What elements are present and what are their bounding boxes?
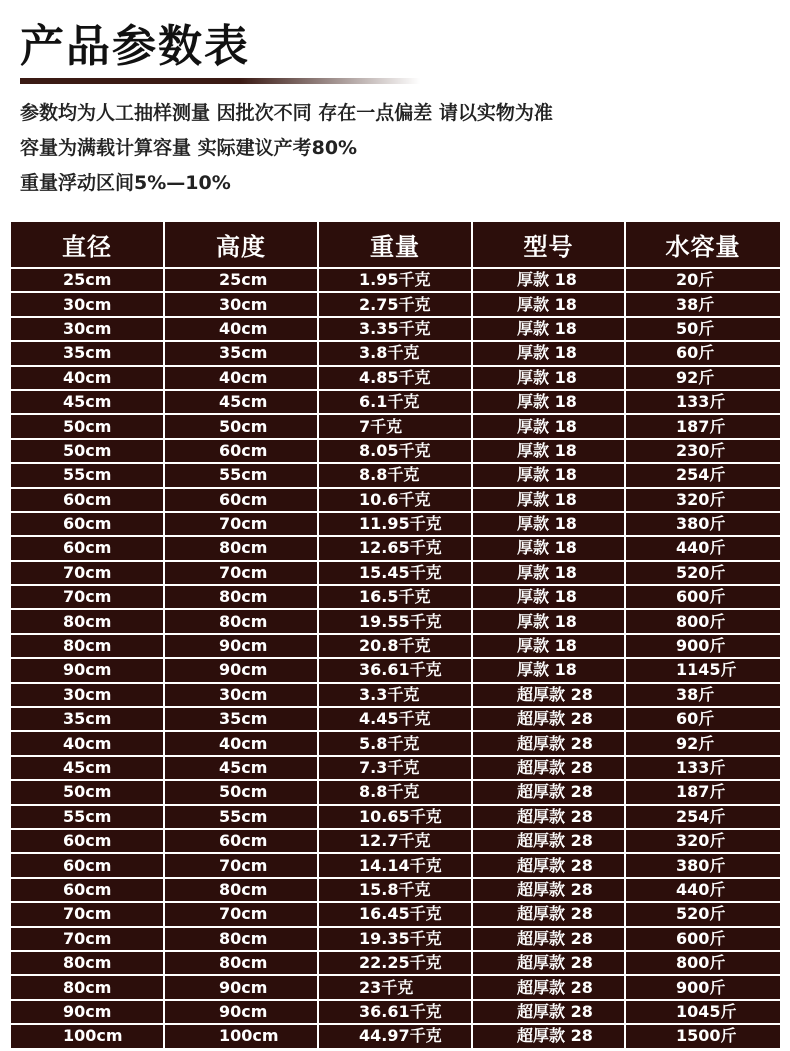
cell-model: 超厚款 28 [473,903,626,927]
cell-diameter: 80cm [11,610,165,634]
cell-water-capacity: 133斤 [626,391,780,415]
cell-weight: 15.45千克 [319,562,473,586]
cell-water-capacity: 254斤 [626,806,780,830]
cell-model: 超厚款 28 [473,830,626,854]
cell-water-capacity: 520斤 [626,903,780,927]
title-underline [20,78,420,84]
cell-height: 100cm [165,1025,319,1049]
cell-height: 40cm [165,367,319,391]
table-row [11,952,780,976]
cell-diameter: 60cm [11,879,165,903]
cell-height: 45cm [165,757,319,781]
cell-model: 超厚款 28 [473,952,626,976]
cell-water-capacity: 320斤 [626,830,780,854]
table-row [11,586,780,610]
table-row [11,635,780,659]
cell-model: 厚款 18 [473,586,626,610]
cell-model: 厚款 18 [473,659,626,683]
cell-weight: 11.95千克 [319,513,473,537]
cell-model: 超厚款 28 [473,928,626,952]
cell-height: 70cm [165,854,319,878]
cell-model: 厚款 18 [473,489,626,513]
cell-water-capacity: 380斤 [626,513,780,537]
cell-height: 25cm [165,269,319,293]
table-body [11,269,780,1050]
table-row [11,976,780,1000]
cell-height: 70cm [165,513,319,537]
cell-weight: 3.35千克 [319,318,473,342]
cell-weight: 36.61千克 [319,659,473,683]
cell-diameter: 50cm [11,440,165,464]
cell-weight: 4.85千克 [319,367,473,391]
cell-model: 超厚款 28 [473,684,626,708]
cell-weight: 19.35千克 [319,928,473,952]
cell-height: 40cm [165,318,319,342]
cell-weight: 1.95千克 [319,269,473,293]
cell-water-capacity: 440斤 [626,537,780,561]
cell-weight: 44.97千克 [319,1025,473,1049]
cell-model: 厚款 18 [473,562,626,586]
table-row [11,269,780,293]
cell-weight: 36.61千克 [319,1001,473,1025]
cell-height: 35cm [165,342,319,366]
table-row [11,903,780,927]
cell-model: 厚款 18 [473,440,626,464]
cell-diameter: 35cm [11,708,165,732]
cell-diameter: 70cm [11,562,165,586]
cell-weight: 7.3千克 [319,757,473,781]
cell-water-capacity: 1500斤 [626,1025,780,1049]
cell-water-capacity: 60斤 [626,342,780,366]
cell-height: 90cm [165,659,319,683]
cell-model: 厚款 18 [473,635,626,659]
table-row [11,757,780,781]
cell-weight: 16.5千克 [319,586,473,610]
notes [20,96,553,201]
table-row [11,293,780,317]
note-line: 参数均为人工抽样测量 因批次不同 存在一点偏差 请以实物为准 [20,102,553,124]
cell-model: 超厚款 28 [473,732,626,756]
table-row [11,708,780,732]
table-row [11,659,780,683]
cell-weight: 12.7千克 [319,830,473,854]
cell-diameter: 80cm [11,976,165,1000]
cell-diameter: 60cm [11,854,165,878]
table-row [11,806,780,830]
cell-height: 70cm [165,562,319,586]
cell-model: 超厚款 28 [473,976,626,1000]
cell-height: 35cm [165,708,319,732]
cell-diameter: 60cm [11,830,165,854]
table-row [11,1025,780,1049]
cell-diameter: 25cm [11,269,165,293]
cell-diameter: 40cm [11,732,165,756]
cell-water-capacity: 60斤 [626,708,780,732]
note-line: 重量浮动区间5%—10% [20,172,231,194]
cell-weight: 7千克 [319,415,473,439]
cell-diameter: 90cm [11,1001,165,1025]
table-row [11,928,780,952]
table-row [11,1001,780,1025]
cell-model: 厚款 18 [473,342,626,366]
cell-diameter: 60cm [11,537,165,561]
table-row [11,781,780,805]
cell-weight: 5.8千克 [319,732,473,756]
header-model: 型号 [473,222,626,269]
cell-height: 80cm [165,928,319,952]
parameter-table [11,222,780,1050]
cell-water-capacity: 520斤 [626,562,780,586]
cell-diameter: 50cm [11,781,165,805]
table-row [11,732,780,756]
cell-diameter: 45cm [11,757,165,781]
note-line: 容量为满载计算容量 实际建议产考80% [20,137,358,159]
cell-model: 超厚款 28 [473,708,626,732]
cell-water-capacity: 320斤 [626,489,780,513]
table-header-row [11,222,780,269]
table-row [11,684,780,708]
cell-weight: 3.3千克 [319,684,473,708]
cell-diameter: 30cm [11,318,165,342]
cell-water-capacity: 38斤 [626,684,780,708]
page-title: 产品参数表 [20,21,250,72]
table-row [11,391,780,415]
cell-diameter: 30cm [11,293,165,317]
cell-water-capacity: 92斤 [626,732,780,756]
cell-model: 厚款 18 [473,269,626,293]
cell-model: 厚款 18 [473,293,626,317]
cell-diameter: 70cm [11,928,165,952]
header-water-capacity: 水容量 [626,222,780,269]
cell-height: 30cm [165,684,319,708]
cell-water-capacity: 440斤 [626,879,780,903]
cell-weight: 14.14千克 [319,854,473,878]
table-row [11,537,780,561]
cell-model: 厚款 18 [473,513,626,537]
cell-diameter: 45cm [11,391,165,415]
cell-model: 厚款 18 [473,415,626,439]
cell-water-capacity: 187斤 [626,781,780,805]
cell-water-capacity: 1145斤 [626,659,780,683]
cell-model: 超厚款 28 [473,806,626,830]
cell-water-capacity: 600斤 [626,928,780,952]
table-row [11,489,780,513]
cell-water-capacity: 800斤 [626,952,780,976]
cell-model: 厚款 18 [473,537,626,561]
cell-water-capacity: 92斤 [626,367,780,391]
table-row [11,513,780,537]
cell-diameter: 55cm [11,464,165,488]
cell-diameter: 60cm [11,489,165,513]
cell-diameter: 60cm [11,513,165,537]
cell-height: 70cm [165,903,319,927]
cell-water-capacity: 20斤 [626,269,780,293]
cell-model: 厚款 18 [473,610,626,634]
cell-water-capacity: 1045斤 [626,1001,780,1025]
cell-model: 厚款 18 [473,367,626,391]
table-row [11,610,780,634]
cell-model: 超厚款 28 [473,757,626,781]
cell-height: 80cm [165,952,319,976]
cell-height: 60cm [165,830,319,854]
cell-model: 超厚款 28 [473,1001,626,1025]
cell-model: 厚款 18 [473,464,626,488]
cell-weight: 4.45千克 [319,708,473,732]
cell-height: 55cm [165,806,319,830]
cell-height: 55cm [165,464,319,488]
cell-height: 80cm [165,879,319,903]
cell-diameter: 90cm [11,659,165,683]
cell-weight: 16.45千克 [319,903,473,927]
cell-diameter: 50cm [11,415,165,439]
table-row [11,854,780,878]
header-weight: 重量 [319,222,473,269]
cell-model: 超厚款 28 [473,879,626,903]
cell-water-capacity: 900斤 [626,976,780,1000]
cell-height: 60cm [165,440,319,464]
cell-height: 45cm [165,391,319,415]
cell-diameter: 100cm [11,1025,165,1049]
cell-water-capacity: 800斤 [626,610,780,634]
table-row [11,415,780,439]
cell-water-capacity: 380斤 [626,854,780,878]
cell-weight: 19.55千克 [319,610,473,634]
cell-diameter: 30cm [11,684,165,708]
cell-weight: 10.6千克 [319,489,473,513]
cell-weight: 3.8千克 [319,342,473,366]
cell-height: 80cm [165,586,319,610]
header-height: 高度 [165,222,319,269]
table-row [11,879,780,903]
cell-diameter: 80cm [11,635,165,659]
cell-water-capacity: 38斤 [626,293,780,317]
cell-weight: 20.8千克 [319,635,473,659]
cell-water-capacity: 187斤 [626,415,780,439]
table-row [11,342,780,366]
cell-diameter: 40cm [11,367,165,391]
cell-model: 超厚款 28 [473,781,626,805]
cell-weight: 22.25千克 [319,952,473,976]
table-row [11,562,780,586]
cell-weight: 8.8千克 [319,464,473,488]
cell-water-capacity: 230斤 [626,440,780,464]
cell-model: 超厚款 28 [473,854,626,878]
cell-weight: 6.1千克 [319,391,473,415]
cell-height: 90cm [165,976,319,1000]
cell-diameter: 70cm [11,903,165,927]
cell-water-capacity: 900斤 [626,635,780,659]
cell-model: 厚款 18 [473,391,626,415]
cell-height: 80cm [165,537,319,561]
cell-diameter: 35cm [11,342,165,366]
cell-water-capacity: 50斤 [626,318,780,342]
cell-water-capacity: 600斤 [626,586,780,610]
table-row [11,830,780,854]
table-row [11,440,780,464]
cell-height: 60cm [165,489,319,513]
cell-height: 80cm [165,610,319,634]
cell-weight: 2.75千克 [319,293,473,317]
cell-height: 40cm [165,732,319,756]
cell-weight: 8.8千克 [319,781,473,805]
table-row [11,464,780,488]
cell-diameter: 80cm [11,952,165,976]
cell-weight: 10.65千克 [319,806,473,830]
cell-height: 30cm [165,293,319,317]
table-row [11,367,780,391]
cell-weight: 15.8千克 [319,879,473,903]
cell-weight: 12.65千克 [319,537,473,561]
cell-height: 50cm [165,781,319,805]
cell-water-capacity: 254斤 [626,464,780,488]
cell-water-capacity: 133斤 [626,757,780,781]
cell-diameter: 55cm [11,806,165,830]
cell-diameter: 70cm [11,586,165,610]
cell-height: 50cm [165,415,319,439]
cell-weight: 23千克 [319,976,473,1000]
header-diameter: 直径 [11,222,165,269]
cell-height: 90cm [165,635,319,659]
cell-model: 厚款 18 [473,318,626,342]
cell-height: 90cm [165,1001,319,1025]
cell-model: 超厚款 28 [473,1025,626,1049]
cell-weight: 8.05千克 [319,440,473,464]
table-row [11,318,780,342]
